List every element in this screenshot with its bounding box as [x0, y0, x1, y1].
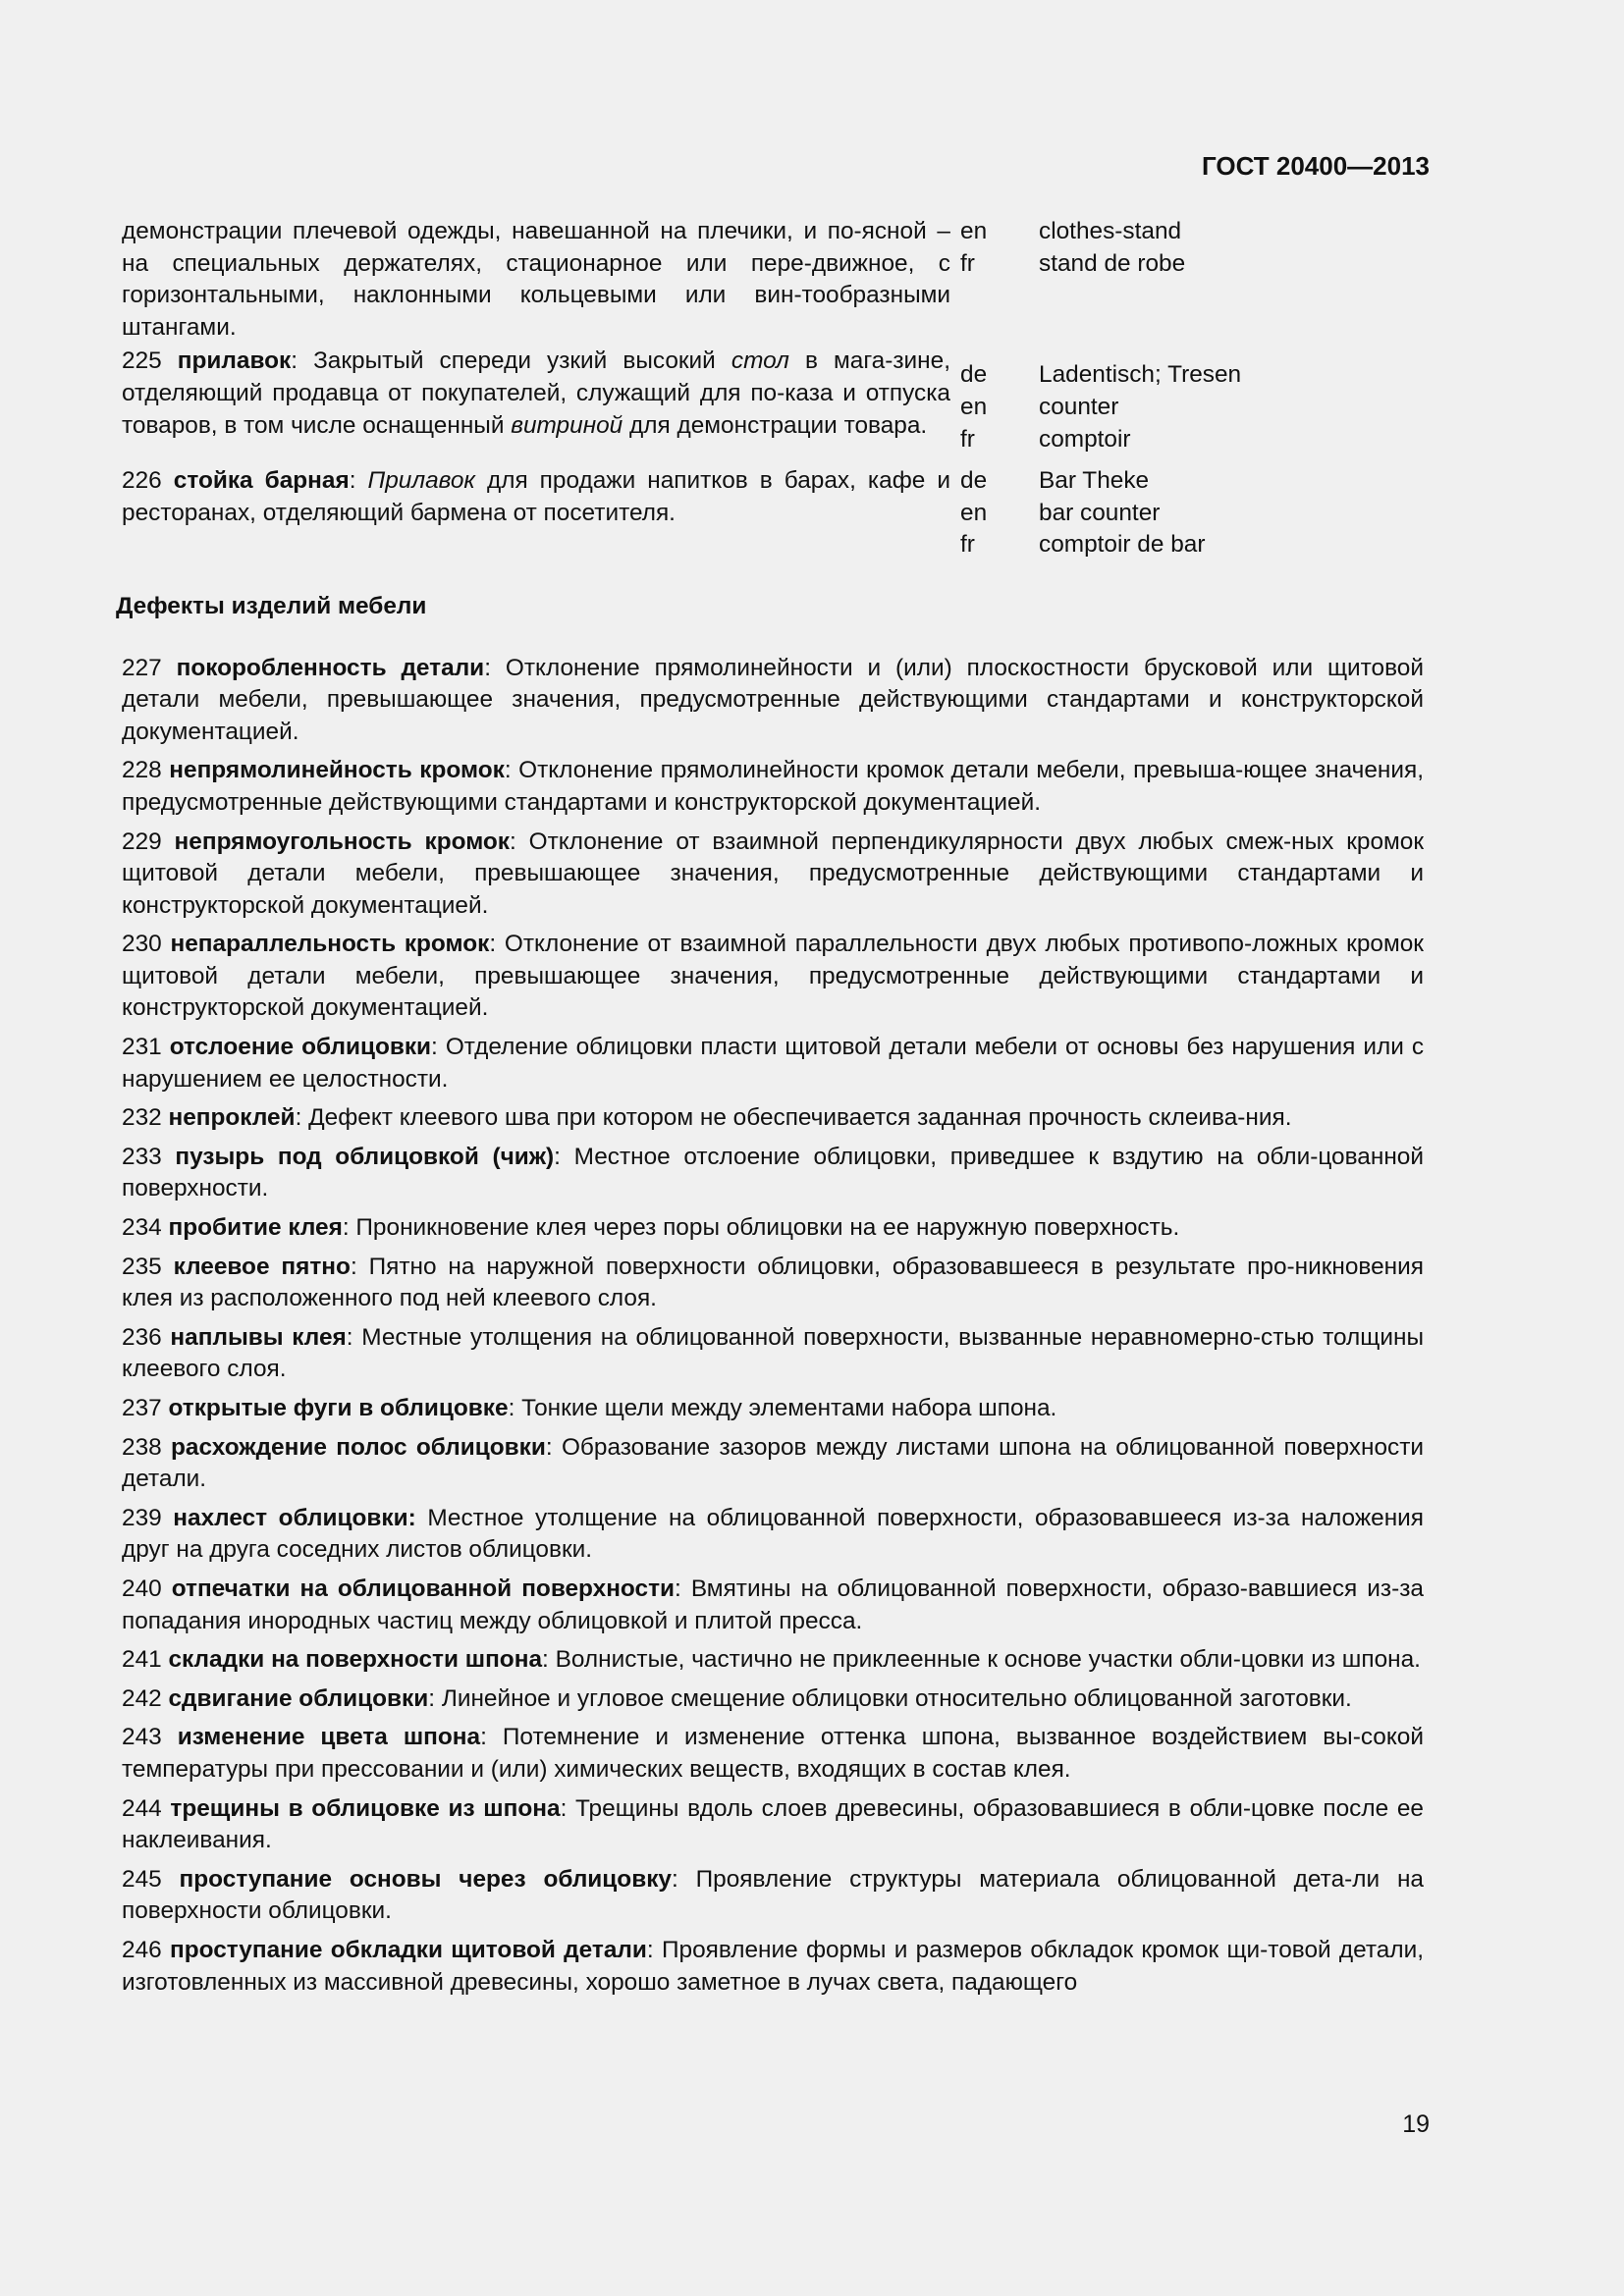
term-definition [122, 465, 950, 529]
entry-definition: Отклонение прямолинейности кромок детали мебели, превыша-ющее значения, предусмотренные действующими стандартами и конструкторской документацией. [122, 757, 1425, 816]
language-code: fr [960, 425, 975, 453]
term-number: 225 [122, 347, 162, 375]
term-crossref: стол [731, 347, 789, 375]
entry-separator: : [484, 654, 506, 681]
term-definition [122, 216, 950, 344]
entry-term: клеевое пятно [173, 1253, 351, 1280]
entry-separator: : [480, 1724, 503, 1751]
term-number: 226 [122, 467, 162, 495]
language-code: de [960, 361, 988, 389]
defect-entry [122, 1793, 1424, 1857]
entry-number: 237 [122, 1395, 162, 1421]
defect-entry [122, 1102, 1424, 1135]
entry-definition: Волнистые, частично не приклеенные к основе участки обли-цовки из шпона. [555, 1646, 1421, 1674]
defect-entry [122, 1142, 1424, 1205]
defect-entry [122, 1722, 1424, 1786]
entry-number: 229 [122, 828, 162, 855]
foreign-term: clothes-stand [1039, 218, 1182, 244]
entry-separator: : [671, 1865, 696, 1893]
entry-separator: : [295, 1104, 309, 1132]
entry-term: наплывы клея [170, 1323, 347, 1351]
entry-number: 231 [122, 1034, 162, 1061]
defect-entry [122, 1503, 1424, 1567]
entry-separator: : [560, 1794, 576, 1822]
term-crossref: Прилавок [367, 467, 475, 495]
defect-entry [122, 1574, 1424, 1637]
multilingual-terms [122, 216, 1424, 561]
entry-number: 235 [122, 1253, 162, 1280]
entry-number: 238 [122, 1433, 162, 1461]
entry-number: 242 [122, 1684, 162, 1712]
entry-term: отпечатки на облицованной поверхности [171, 1575, 676, 1602]
foreign-equivalents [1039, 359, 1424, 455]
entry-number: 245 [122, 1865, 162, 1893]
defect-entry [122, 1935, 1424, 1999]
document-id: ГОСТ 20400—2013 [1202, 151, 1430, 181]
term-separator: : [291, 347, 314, 375]
entry-separator: : [431, 1034, 446, 1061]
entry-number: 236 [122, 1323, 162, 1351]
foreign-term: bar counter [1039, 499, 1161, 526]
foreign-term: counter [1039, 393, 1119, 420]
term-row [122, 346, 1424, 455]
foreign-equivalents [1039, 216, 1424, 280]
entry-definition: Трещины вдоль слоев древесины, образовавшиеся в обли-цовке после ее наклеивания. [122, 1794, 1424, 1854]
term-separator: : [349, 467, 368, 495]
entry-definition: Образование зазоров между листами шпона на облицованной поверхности детали. [122, 1433, 1424, 1493]
entry-separator: : [342, 1214, 356, 1242]
entry-term: сдвигание облицовки [168, 1684, 429, 1712]
entry-term: непрямолинейность кромок [169, 757, 505, 784]
defect-entry [122, 1032, 1424, 1095]
defect-entry [122, 1644, 1424, 1677]
foreign-term: comptoir de bar [1039, 531, 1206, 559]
entry-term: складки на поверхности шпона [168, 1646, 543, 1674]
entry-definition: Отклонение от взаимной перпендикулярности двух любых смеж-ных кромок щитовой детали мебели, превышающее значения, предусмотренные действующими стандартами и конструкторской документацией. [122, 828, 1425, 919]
entry-term: непараллельность кромок [170, 931, 490, 958]
entry-number: 233 [122, 1143, 162, 1170]
defect-entry [122, 827, 1424, 923]
entry-definition: Отклонение прямолинейности и (или) плоскостности брусковой или щитовой детали мебели, превышающее значения, предусмотренные действующими стандартами и конструкторской документацией. [122, 654, 1424, 745]
entry-number: 243 [122, 1724, 162, 1751]
entry-separator: : [428, 1684, 442, 1712]
entry-number: 239 [122, 1504, 162, 1531]
entry-separator: : [646, 1936, 662, 1963]
defect-entry [122, 1322, 1424, 1386]
entry-term: нахлест облицовки: [173, 1504, 416, 1531]
defect-entry [122, 929, 1424, 1025]
language-code: fr [960, 249, 975, 277]
entry-term: трещины в облицовке из шпона [170, 1794, 561, 1822]
defect-entry [122, 1212, 1424, 1245]
foreign-term: stand de robe [1039, 249, 1186, 277]
section-heading: Дефекты изделий мебели [116, 592, 427, 619]
defect-entry [122, 755, 1424, 819]
term-name: стойка барная [173, 467, 350, 495]
definition-text: для демонстрации товара. [623, 411, 928, 439]
entry-definition: Проникновение клея через поры облицовки на ее наружную поверхность. [355, 1214, 1180, 1242]
entry-term: пузырь под облицовкой (чиж) [175, 1143, 555, 1170]
page-number: 19 [1402, 2110, 1430, 2138]
entry-term: непроклей [168, 1104, 296, 1132]
entry-term: проступание основы через облицовку [179, 1865, 672, 1893]
entry-definition: Потемнение и изменение оттенка шпона, вызванное воздействием вы-сокой температуры при прессовании и (или) химических веществ, входящих в состав клея. [122, 1724, 1424, 1783]
entry-definition: Проявление структуры материала облицованной дета-ли на поверхности облицовки. [122, 1865, 1424, 1925]
entry-definition: Местное отслоение облицовки, приведшее к вздутию на обли-цованной поверхности. [122, 1143, 1424, 1202]
entry-number: 240 [122, 1575, 162, 1602]
defect-entry [122, 1393, 1424, 1425]
entry-separator: : [508, 1395, 522, 1421]
definition-text: демонстрации плечевой одежды, навешанной на плечики, и по-ясной – на специальных держателях, стационарное или пере-движное, с горизонтальными, наклонными кольцевыми или вин-тообразными штангами. [122, 218, 950, 341]
entry-number: 227 [122, 654, 162, 681]
language-code: en [960, 499, 988, 526]
page-content [116, 216, 1425, 2005]
term-row [122, 465, 1424, 561]
defect-entry [122, 1432, 1424, 1496]
term-row [122, 216, 1424, 344]
term-definition [122, 346, 950, 442]
foreign-term: comptoir [1039, 425, 1131, 453]
entry-number: 234 [122, 1214, 162, 1242]
entry-term: пробитие клея [168, 1214, 343, 1242]
entry-definition: Проявление формы и размеров обкладок кромок щи-товой детали, изготовленных из массивной древесины, хорошо заметное в лучах света, падающего [122, 1936, 1424, 1996]
entry-separator: : [510, 828, 529, 855]
entry-definition: Дефект клеевого шва при котором не обеспечивается заданная прочность склеива-ния. [308, 1104, 1292, 1132]
entry-definition: Пятно на наружной поверхности облицовки, образовавшееся в результате про-никновения клея из расположенного под ней клеевого слоя. [122, 1253, 1424, 1312]
entry-separator: : [554, 1143, 574, 1170]
foreign-equivalents [1039, 465, 1424, 561]
language-code: en [960, 393, 988, 420]
defect-entry [122, 1683, 1424, 1716]
entry-definition: Местные утолщения на облицованной поверхности, вызванные неравномерно-стью толщины клеевого слоя. [122, 1323, 1424, 1383]
entry-separator: : [675, 1575, 691, 1602]
language-code: en [960, 218, 988, 244]
entry-number: 244 [122, 1794, 162, 1822]
language-codes [960, 359, 1039, 455]
foreign-term: Ladentisch; Tresen [1039, 361, 1242, 389]
entry-number: 230 [122, 931, 162, 958]
entry-term: непрямоугольность кромок [174, 828, 511, 855]
foreign-term: Bar Theke [1039, 467, 1150, 495]
definition-text: для продажи напитков в барах, кафе и ресторанах, отделяющий бармена от посетителя. [122, 467, 950, 526]
term-name: прилавок [177, 347, 292, 375]
entry-separator: : [489, 931, 505, 958]
definition-text: в мага-зине, отделяющий продавца от покупателей, служащий для по-каза и отпуска товаров, в том числе оснащенный [122, 347, 950, 439]
entry-term: изменение цвета шпона [177, 1724, 481, 1751]
entry-separator: : [350, 1253, 369, 1280]
definition-text: Закрытый спереди узкий высокий [313, 347, 731, 375]
entry-number: 232 [122, 1104, 162, 1132]
entry-separator: : [545, 1433, 562, 1461]
entry-definition: Отклонение от взаимной параллельности двух любых противопо-ложных кромок щитовой детали мебели, превышающее значения, предусмотренные действующими стандартами и конструкторской документацией. [122, 931, 1424, 1022]
entry-term: покоробленность детали [176, 654, 485, 681]
defect-entry [122, 653, 1424, 749]
language-code: de [960, 467, 988, 495]
defect-entry [122, 1252, 1424, 1315]
entry-definition: Вмятины на облицованной поверхности, образо-вавшиеся из-за попадания инородных частиц между облицовкой и плитой пресса. [122, 1575, 1424, 1634]
entry-number: 228 [122, 757, 162, 784]
entry-number: 241 [122, 1646, 162, 1674]
entry-separator: : [542, 1646, 556, 1674]
entry-term: проступание обкладки щитовой детали [169, 1936, 647, 1963]
entry-definition: Отделение облицовки пласти щитовой детали мебели от основы без нарушения или с нарушением ее целостности. [122, 1034, 1425, 1093]
language-codes [960, 465, 1039, 561]
entry-number: 246 [122, 1936, 162, 1963]
entry-definition: Местное утолщение на облицованной поверхности, образовавшееся из-за наложения друг на друга соседних листов облицовки. [122, 1504, 1425, 1564]
defect-entries-list [122, 653, 1424, 2000]
entry-term: открытые фуги в облицовке [168, 1395, 509, 1421]
language-codes [960, 216, 1039, 280]
entry-definition: Линейное и угловое смещение облицовки относительно облицованной заготовки. [441, 1684, 1352, 1712]
entry-separator: : [504, 757, 519, 784]
entry-separator [416, 1505, 428, 1531]
defect-entry [122, 1864, 1424, 1928]
entry-term: расхождение полос облицовки [171, 1433, 546, 1461]
language-code: fr [960, 531, 975, 559]
entry-term: отслоение облицовки [169, 1034, 432, 1061]
entry-definition: Тонкие щели между элементами набора шпона. [521, 1395, 1057, 1421]
entry-separator: : [346, 1323, 362, 1351]
term-crossref: витриной [511, 411, 623, 439]
